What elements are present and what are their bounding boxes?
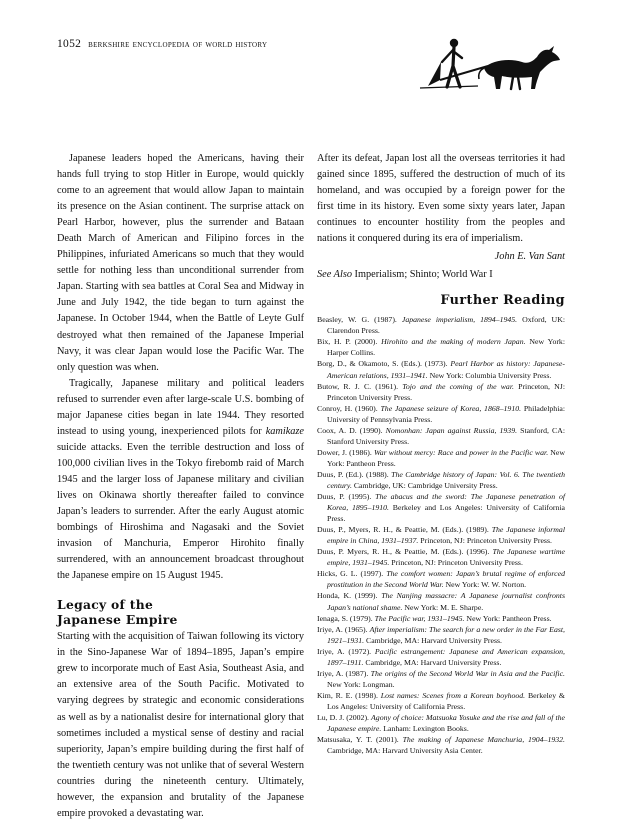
body-paragraph: Japanese leaders hoped the Americans, having their hands full trying to stop Hitler in Europe, would quickly come to an agreement that would allow Japan to maintain its presence on the Asian continent. The surprise attack on Pearl Harbor, however, plus the surrender and Bataan Death March of American and Filipino forces in the Philippines, infuriated Americans so much that they would settle for nothing less than unconditional surrender from Japan. Starting with sea battles at Coral Sea and Midway in June and July 1942, the tide began to turn against the Japanese. In October 1944, when the Battle of Leyte Gulf destroyed what then remained of the Japanese Imperial Navy, it was clear Japan would lose the Pacific War. The only question was when. (57, 153, 304, 373)
reference-text: Princeton, NJ: Princeton University Press. (327, 381, 565, 402)
plowing-figure-with-ox-icon (418, 36, 566, 92)
reference-text: Kim, R. E. (1998). (317, 690, 381, 700)
reference-text: Iriye, A. (1972). (317, 646, 375, 656)
reference-title: The abacus and the sword: The Japanese penetration of Korea, 1895–1910. (327, 492, 566, 513)
see-also-entries: Imperialism; Shinto; World War I (351, 269, 493, 281)
heading-line: Legacy of the (57, 597, 154, 613)
reference-text: Duus, P. (1995). (317, 492, 376, 502)
italic-term: kamikaze (265, 425, 304, 437)
reference-title: Hirohito and the making of modern Japan. (381, 337, 526, 347)
reference-text: New York: Longman. (327, 679, 395, 689)
running-title: berkshire encyclopedia of world history (88, 39, 268, 50)
reference-text: New York: Columbia University Press. (427, 370, 552, 380)
reference-entry (317, 314, 565, 336)
reference-entry (317, 336, 565, 358)
reference-text: New York: Pantheon Press. (327, 447, 565, 468)
paragraph-text: suicide attacks. Even the terrible destruction and loss of 100,000 civilian lives in the Tokyo firebomb raid of March 1945 and the larger loss of Japanese military and civilian lives on Okinawa shortly thereafter failed to convince Japan’s leaders to surrender. After the early August atomic bombings of Hiroshima and Nagasaki and the Soviet invasion of Manchuria, Emperor Hirohito finally surrendered, with an announcement broadcast throughout the Japanese empire on 15 August 1945. (57, 441, 304, 582)
reference-text: Berkeley and Los Angeles: University of California Press. (327, 503, 566, 524)
body-paragraph (57, 376, 304, 585)
reference-text: Duus, P. Myers, R. H., & Peattie, M. (Eds.). (1996). (317, 547, 493, 557)
reference-title: The origins of the Second World War in Asia and the Pacific. (370, 668, 565, 678)
reference-title: Japanese imperialism, 1894–1945. (401, 315, 518, 325)
page-number: 1052 (57, 38, 82, 50)
reference-text: Honda, K. (1999). (317, 591, 382, 601)
reference-entry (317, 469, 565, 491)
body-paragraph: After its defeat, Japan lost all the overseas territories it had gained since 1895, suffered the destruction of much of its homeland, and was occupied by a foreign power for the first time in its history. Even some sixty years later, Japan continues to encounter hostility from the peoples and nations it conquered during its era of imperialism. (317, 153, 565, 245)
reference-text: Cambridge, MA: Harvard University Press. (363, 657, 502, 667)
reference-entry (317, 624, 565, 646)
reference-entry (317, 546, 565, 568)
reference-entry (317, 613, 565, 624)
reference-text: Cambridge, MA: Harvard University Press. (364, 635, 502, 645)
reference-text: Dower, J. (1986). (317, 447, 374, 457)
see-also (317, 267, 565, 283)
reference-entry (317, 358, 565, 380)
reference-entry (317, 568, 565, 590)
reference-entry (317, 690, 565, 712)
reference-text: New York: Pantheon Press. (464, 613, 552, 623)
reference-entry (317, 491, 565, 524)
reference-entry (317, 712, 565, 734)
reference-text: Borg, D., & Okamoto, S. (Eds.). (1973). (317, 359, 451, 369)
reference-entry (317, 524, 565, 546)
reference-title: Agony of choice: Matsuoka Yosuke and the rise and fall of the Japanese empire. (327, 712, 565, 734)
reference-title: The making of Japanese Manchuria, 1904–1932. (402, 735, 566, 745)
reference-text: Ienaga, S. (1979). (317, 613, 375, 623)
reference-entry (317, 381, 565, 403)
reference-title: The Japanese seizure of Korea, 1868–1910. (380, 403, 522, 413)
reference-text: Duus, P. (Ed.). (1988). (317, 469, 392, 479)
reference-text: Conroy, H. (1960). (317, 403, 381, 413)
reference-text: Lanham: Lexington Books. (381, 724, 469, 734)
reference-text: Cambridge, MA: Harvard University Asia Center. (327, 746, 483, 756)
reference-text: Hicks, G. L. (1997). (317, 569, 387, 579)
reference-title: Pacific estrangement: Japanese and American expansion, 1897–1911. (327, 646, 565, 667)
paragraph-text: Tragically, Japanese military and political leaders refused to surrender even after large-scale U.S. bombing of major Japanese cities began in late 1944. They resorted instead to using young, inexperienced pilots for (57, 377, 304, 437)
reference-title: Tojo and the coming of the war. (402, 381, 514, 391)
author-signature: John E. Van Sant (494, 251, 565, 263)
reference-text: Philadelphia: University of Pennsylvania Press. (327, 403, 565, 424)
reference-text: Stanford, CA: Stanford University Press. (327, 425, 566, 446)
reference-text: Bix, H. P. (2000). (317, 337, 382, 347)
reference-text: New York: Harper Collins. (327, 337, 565, 358)
reference-title: The Nanjing massacre: A Japanese journalist confronts Japan’s national shame. (327, 591, 565, 612)
reference-text: Beasley, W. G. (1987). (317, 315, 402, 325)
reference-text: Duus, P., Myers, R. H., & Peattie, M. (Eds.). (1989). (317, 525, 492, 535)
reference-entry (317, 425, 565, 447)
right-column (317, 151, 565, 756)
left-column (57, 151, 304, 822)
reference-title: The Japanese wartime empire, 1931–1945. (327, 547, 565, 568)
heading-line: Japanese Empire (57, 611, 178, 627)
reference-list (317, 314, 565, 756)
reference-text: Iriye, A. (1965). (317, 624, 370, 634)
section-heading (57, 598, 304, 627)
reference-text: Princeton, NJ: Princeton University Press. (418, 536, 552, 546)
reference-text: Matsusaka, Y. T. (2001). (317, 735, 403, 745)
further-reading-heading: Further Reading (440, 293, 565, 309)
reference-text: Butow, R. J. C. (1961). (317, 381, 403, 391)
reference-text: Lu, D. J. (2002). (317, 712, 372, 722)
reference-text: Oxford, UK: Clarendon Press. (327, 315, 565, 336)
reference-text: Berkeley & Los Angeles: University of California Press. (327, 690, 565, 711)
reference-title: War without mercy: Race and power in the Pacific war. (373, 447, 549, 457)
reference-title: Nomonhan: Japan against Russia, 1939. (385, 425, 518, 435)
reference-title: The comfort women: Japan’s brutal regime of enforced prostitution in the Second World War. (327, 569, 566, 590)
reference-text: Princeton, NJ: Princeton University Press. (389, 558, 523, 568)
reference-entry (317, 590, 565, 612)
reference-title: The Cambridge history of Japan: Vol. 6. The twentieth century. (327, 469, 565, 490)
reference-title: The Japanese informal empire in China, 1931–1937. (327, 525, 565, 546)
reference-text: Iriye, A. (1987). (317, 668, 371, 678)
reference-title: The Pacific war, 1931–1945. (374, 613, 465, 623)
see-also-label: See Also (317, 269, 352, 281)
reference-text: Coox, A. D. (1990). (317, 425, 386, 435)
reference-entry (317, 403, 565, 425)
reference-text: New York: W. W. Norton. (443, 580, 527, 590)
reference-entry (317, 668, 565, 690)
reference-title: Lost names: Scenes from a Korean boyhood. (380, 690, 526, 700)
reference-entry (317, 734, 565, 756)
body-paragraph: Starting with the acquisition of Taiwan following its victory in the Sino-Japanese War of 1894–1895, Japan’s empire grew to incorporate much of East Asia, Southeast Asia, and an extensive area of the South Pacific. Motivated to varying degrees by strategic and economic considerations as well as by a nationalist desire for international glory that sometimes included a mystical sense of destiny and racial superiority, Japan’s empire building during the first half of the twentieth century was not unlike that of several Western countries during the nineteenth century. Ultimately, however, the expansion and brutality of the Japanese empire provoked a devastating war. (57, 631, 304, 819)
reference-entry (317, 447, 565, 469)
reference-entry (317, 646, 565, 668)
reference-text: New York: M. E. Sharpe. (402, 602, 484, 612)
running-header (57, 38, 267, 50)
reference-title: After imperialism: The search for a new order in the Far East, 1921–1931. (327, 624, 565, 645)
reference-title: Pearl Harbor as history: Japanese-American relations, 1931–1941. (327, 359, 565, 380)
reference-text: Cambridge, UK: Cambridge University Press. (351, 480, 498, 490)
